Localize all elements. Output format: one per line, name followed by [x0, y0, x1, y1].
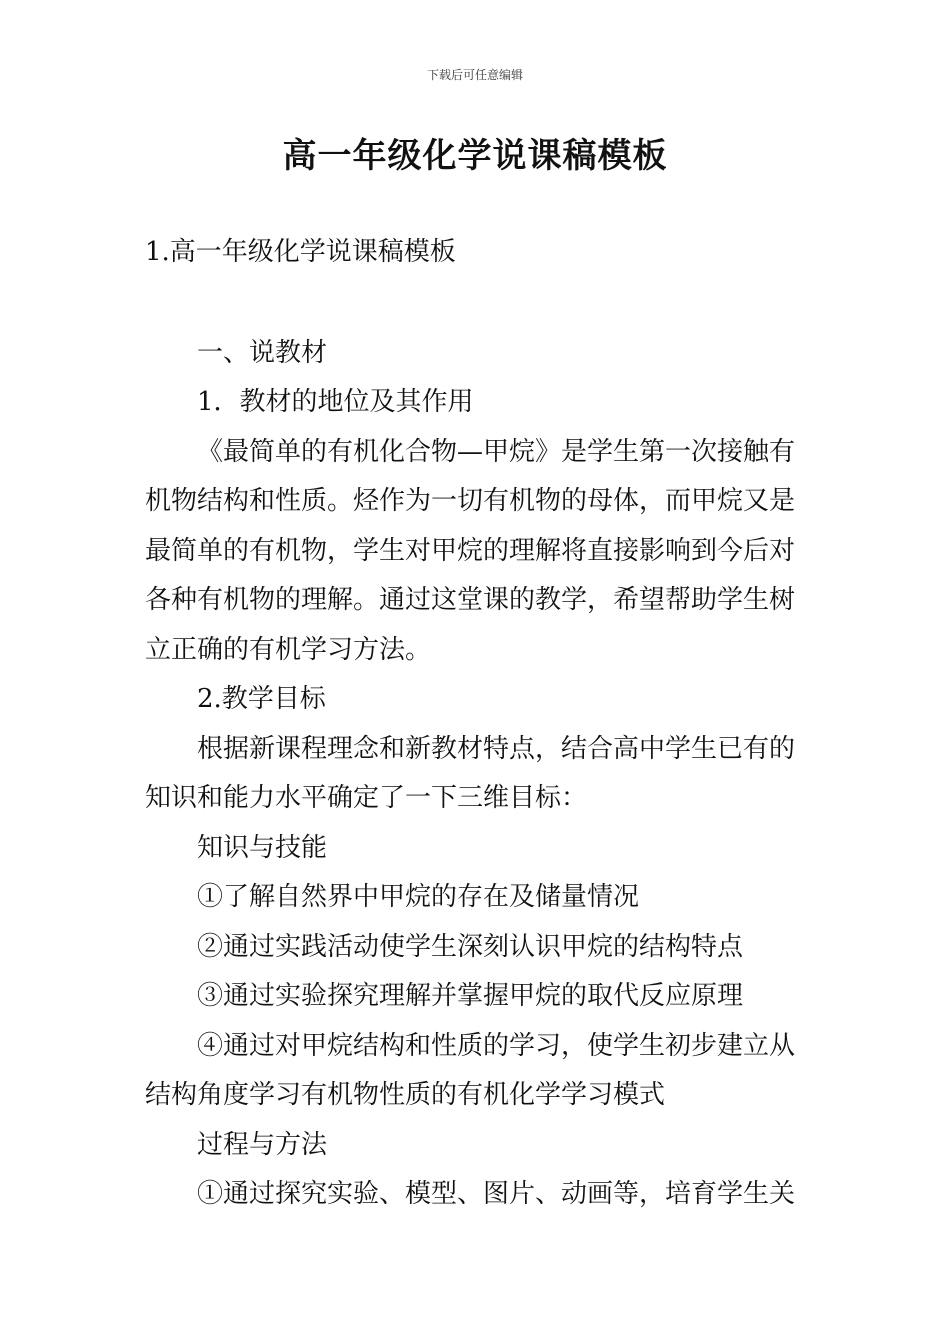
list-item: ③通过实验探究理解并掌握甲烷的取代反应原理: [197, 981, 744, 1011]
list-item: ②通过实践活动使学生深刻认识甲烷的结构特点: [197, 931, 744, 962]
heading-textbook: 一、说教材: [197, 337, 328, 368]
list-item: ④通过对甲烷结构和性质的学习，使学生初步建立从结构角度学习有机物性质的有机化学学习模式: [145, 1030, 796, 1110]
document-body: [145, 228, 809, 1220]
subheading-process-method: 过程与方法: [197, 1129, 328, 1160]
subheading-teaching-goals: 2.教学目标: [197, 684, 326, 714]
list-item: ①了解自然界中甲烷的存在及储量情况: [197, 882, 640, 912]
paragraph-textbook-intro: 《最简单的有机化合物—甲烷》是学生第一次接触有机物结构和性质。烃作为一切有机物的母体，而甲烷又是最简单的有机物，学生对甲烷的理解将直接影响到今后对各种有机物的理解。通过这堂课的教学，希望帮助学生树立正确的有机学习方法。: [145, 436, 796, 665]
list-item: ①通过探究实验、模型、图片、动画等，培育学生关: [197, 1179, 796, 1209]
subheading-knowledge-skills: 知识与技能: [197, 832, 328, 863]
section-title: 1.高一年级化学说课稿模板: [145, 237, 456, 267]
subheading-position-role: 1．教材的地位及其作用: [197, 387, 474, 417]
document-title: 高一年级化学说课稿模板: [282, 136, 668, 176]
header-note: 下载后可任意编辑: [426, 68, 523, 82]
paragraph-goals-intro: 根据新课程理念和新教材特点，结合高中学生已有的知识和能力水平确定了一下三维目标：: [145, 733, 796, 813]
